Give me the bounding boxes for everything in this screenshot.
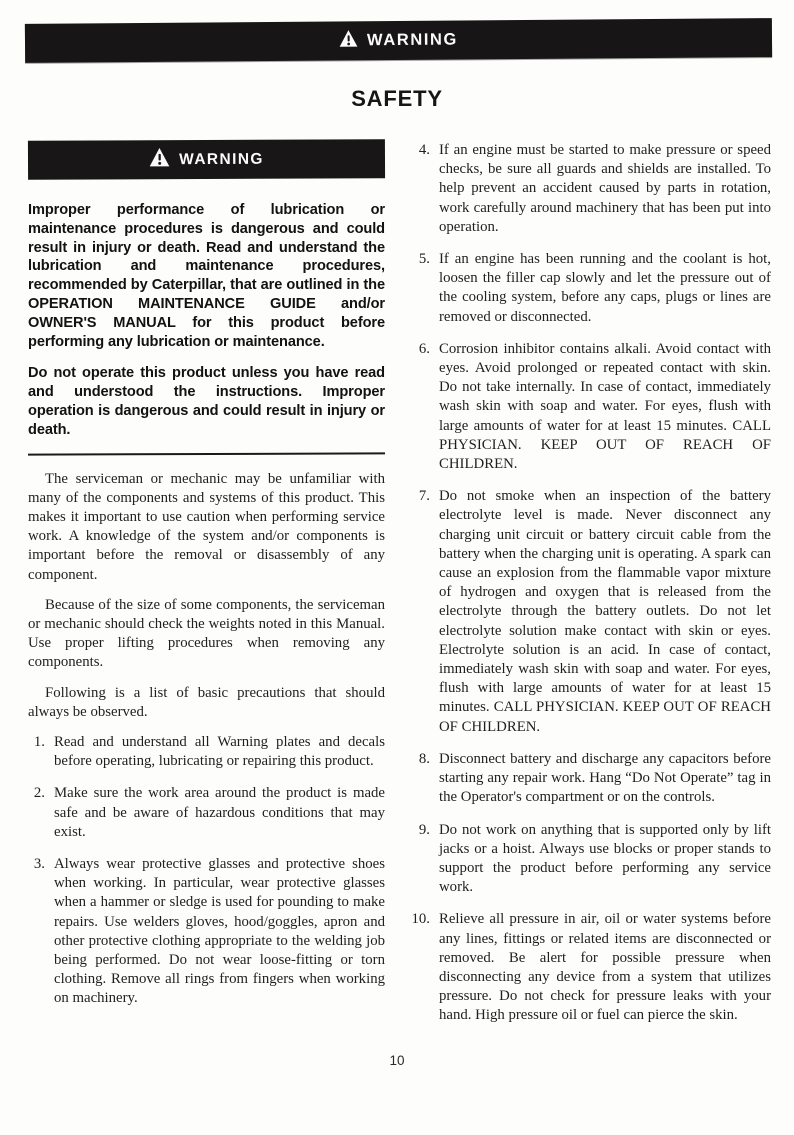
- precaution-list-1-3: [28, 733, 385, 1009]
- list-item-number: 7.: [418, 488, 430, 505]
- list-item-text: Read and understand all Warning plates and decals before operating, lubricating or repairing this product.: [54, 734, 385, 770]
- list-item: [409, 340, 771, 474]
- warning-paragraph: Improper performance of lubrication or maintenance procedures is dangerous and could result in injury or death. Read and understand the lubrication and maintenance procedures, recommended by Caterpillar, that are outlined in the OPERATION MAINTENANCE GUIDE and/or OWNER'S MANUAL for this product before performing any lubrication or maintenance.: [28, 202, 385, 350]
- list-item: [28, 733, 385, 771]
- list-item-text: If an engine must be started to make pressure or speed checks, be sure all guards and shields are installed. To help prevent an accident caused by parts in rotation, work carefully around machinery that has been put into operation.: [439, 142, 771, 235]
- list-item-text: If an engine has been running and the coolant is hot, loosen the filler cap slowly and let the pressure out of the cooling system, before any caps, plugs or lines are removed or disconnected.: [439, 251, 771, 325]
- list-item-text: Do not smoke when an inspection of the battery electrolyte level is made. Never disconnect any charging unit circuit or battery circuit cable from the battery when the charging unit is operating. A spark can cause an explosion from the flammable vapor mixture of hydrogen and oxygen that is released from the electrolyte through the battery outlets. Do not let electrolyte solution make contact with skin or eyes. Electrolyte solution is an acid. In case of contact, immediately wash skin with soap and water. For eyes, flush with large amounts of water for at least 15 minutes. CALL PHYSICIAN. KEEP OUT OF REACH OF CHILDREN.: [439, 488, 771, 735]
- left-warning-box-label: WARNING: [179, 150, 264, 168]
- precaution-list-4-10: [409, 141, 771, 1026]
- right-column: [409, 138, 771, 1039]
- list-item-number: 5.: [418, 251, 430, 268]
- list-item-number: 3.: [33, 856, 45, 873]
- list-item: [409, 910, 771, 1025]
- list-item-number: 6.: [418, 340, 430, 357]
- body-paragraph: Following is a list of basic precautions that should always be observed.: [28, 684, 385, 720]
- list-item: [409, 750, 771, 808]
- list-item-number: 8.: [418, 750, 430, 767]
- left-column: [28, 140, 385, 1022]
- list-item: [28, 855, 385, 1009]
- top-warning-banner-label: WARNING: [366, 30, 459, 50]
- list-item-number: 1.: [33, 734, 45, 750]
- list-item-number: 2.: [33, 785, 45, 802]
- body-paragraph: The serviceman or mechanic may be unfamiliar with many of the components and systems of this product. This makes it important to use caution when performing service work. A knowledge of the system and/or components is important before the removal or disassembly of any component.: [28, 470, 385, 583]
- warning-triangle-icon: [149, 147, 170, 172]
- list-item: [28, 784, 385, 842]
- list-item-text: Relieve all pressure in air, oil or water systems before any lines, fittings or related items are disconnected or removed. Be alert for possible pressure when disconnecting any device from a system that utilizes pressure. Do not check for pressure leaks with your hand. High pressure oil or fuel can pierce the skin.: [439, 911, 771, 1024]
- page-title: SAFETY: [351, 86, 443, 111]
- list-item-text: Disconnect battery and discharge any capacitors before starting any repair work. Hang “Do Not Operate” tag in the Operator's compartment or on the controls.: [439, 750, 771, 806]
- list-item: [409, 487, 771, 737]
- warning-paragraph: Do not operate this product unless you have read and understood the instructions. Improper operation is dangerous and could result in injury or death.: [28, 365, 385, 438]
- warning-triangle-icon: [339, 29, 358, 52]
- body-paragraph: Because of the size of some components, the serviceman or mechanic should check the weights noted in this Manual. Use proper lifting procedures when removing any components.: [28, 596, 385, 671]
- list-item-text: Do not work on anything that is supported only by lift jacks or a hoist. Always use blocks or proper stands to support the product before performing any service work.: [439, 821, 771, 896]
- list-item-text: Corrosion inhibitor contains alkali. Avoid contact with eyes. Avoid prolonged or repeated contact with skin. Do not take internally. In case of contact, immediately wash skin with soap and water. For eyes, flush with large amounts of water for at least 15 minutes. CALL PHYSICIAN. KEEP OUT OF REACH OF CHILDREN.: [439, 340, 771, 473]
- list-item-number: 9.: [418, 821, 430, 838]
- list-item: [409, 821, 771, 898]
- list-item-text: Always wear protective glasses and protective shoes when working. In particular, wear protective glasses when a hammer or sledge is used for pounding to make repairs. Use welders gloves, hood/goggles, apron and other protective clothing appropriate to the welding job being performed. Do not wear loose-fitting or torn clothing. Remove all rings from fingers when working on machinery.: [54, 856, 385, 1007]
- top-warning-banner: [25, 18, 772, 63]
- left-warning-box-header: [28, 139, 385, 180]
- list-item-text: Make sure the work area around the product is made safe and be aware of hazardous conditions that may exist.: [54, 785, 385, 840]
- warning-bold-paragraphs: [28, 201, 385, 440]
- section-divider: [28, 452, 385, 455]
- list-item-number: 10.: [411, 911, 430, 928]
- list-item: [409, 141, 771, 237]
- page-number: 10: [389, 1053, 405, 1068]
- list-item-number: 4.: [418, 142, 430, 158]
- list-item: [409, 250, 771, 327]
- body-paragraphs: [28, 470, 385, 722]
